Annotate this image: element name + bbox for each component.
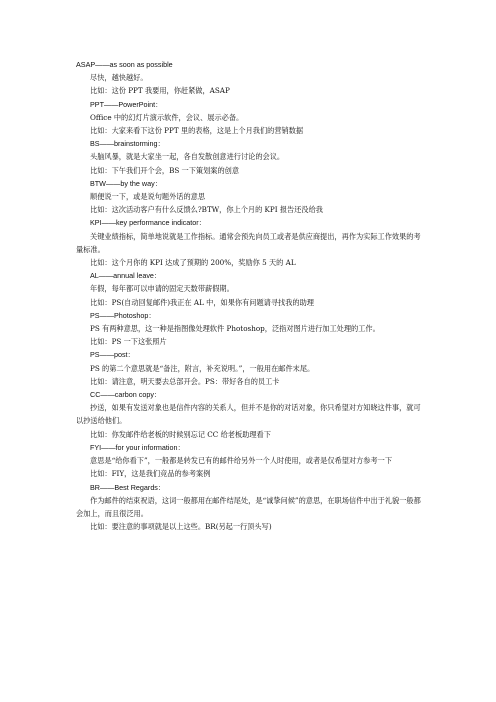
text-line: BR——Best Regards： <box>90 482 166 492</box>
document-body <box>76 58 422 533</box>
text-line: PPT——PowerPoint： <box>90 99 163 109</box>
text-line: 头脑风暴，就是大家坐一起，各自发散创意进行讨论的会议。 <box>90 152 285 162</box>
text-line: AL——annual leave： <box>90 271 162 281</box>
text-line: 抄送，如果有发送对象也是信件内容的关系人，但并不是你的对话对象，你只希望对方知晓这件事，就可以抄送给他们。 <box>76 403 421 426</box>
text-line: 比如：大家来看下这份 PPT 里的表格，这是上个月我们的营销数据 <box>90 126 304 136</box>
text-line: PS 的第二个意思就是“备注，附言，补充说明。”，一般用在邮件末尾。 <box>90 363 315 373</box>
text-line: 意思是“给你看下”，一般都是转发已有的邮件给另外一个人时使用，或者是仅希望对方参考一下 <box>90 456 393 466</box>
text-line: 尽快，越快越好。 <box>90 73 148 83</box>
text-line: BS——brainstorming： <box>90 139 165 149</box>
text-line: 顺便说一下，或是说句题外话的意思 <box>90 192 206 202</box>
text-line: 比如：你发邮件给老板的时候别忘记 CC 给老板助理看下 <box>90 429 271 439</box>
text-line: KPI——key performance indicator： <box>90 218 206 228</box>
text-line: FYI——for your information： <box>90 442 185 452</box>
text-line: 比如：请注意，明天要去总部开会。PS：带好各自的员工卡 <box>90 376 280 386</box>
text-line: 比如：PS 一下这张照片 <box>90 337 167 347</box>
text-line: 比如：这份 PPT 我要用，你赶紧做，ASAP <box>90 86 230 96</box>
text-line: 比如：PS(自动回复邮件)我正在 AL 中，如果你有问题请寻找我的助理 <box>90 297 314 307</box>
text-line: BTW——by the way： <box>90 178 162 188</box>
text-line: 比如：下午我们开个会，BS 一下策划案的创意 <box>90 165 240 175</box>
text-line: Office 中的幻灯片演示软件，会议、展示必备。 <box>90 112 244 122</box>
text-line: PS 有两种意思，这一种是指图像处理软件 Photoshop，泛指对图片进行加工处理的工作。 <box>90 324 380 334</box>
text-line: 比如：要注意的事项就是以上这些。BR(另起一行顶头写) <box>90 522 272 532</box>
text-line: CC——carbon copy： <box>90 390 162 400</box>
text-line: 作为邮件的结束祝语，这词一般都用在邮件结尾处，是“诚挚问候”的意思，在职场信件中出于礼貌一般都会加上，而且很泛用。 <box>76 495 421 518</box>
text-line: 关键业绩指标，简单地说就是工作指标。通常会预先向员工或者是供应商提出，再作为实际工作效果的考量标准。 <box>76 231 421 254</box>
text-line: 比如：这个月你的 KPI 达成了预期的 200%，奖励你 5 天的 AL <box>90 258 296 268</box>
text-line: PS——Photoshop： <box>90 310 156 320</box>
text-line: 比如：这次活动客户有什么反馈么?BTW，你上个月的 KPI 报告还没给我 <box>90 205 323 215</box>
text-line: PS——post： <box>90 350 135 360</box>
text-line: ASAP——as soon as possible <box>76 60 173 69</box>
text-line: 年假，每年都可以申请的固定天数带薪假期。 <box>90 284 234 294</box>
text-line: 比如：FIY，这是我们竞品的参考案例 <box>90 469 211 479</box>
